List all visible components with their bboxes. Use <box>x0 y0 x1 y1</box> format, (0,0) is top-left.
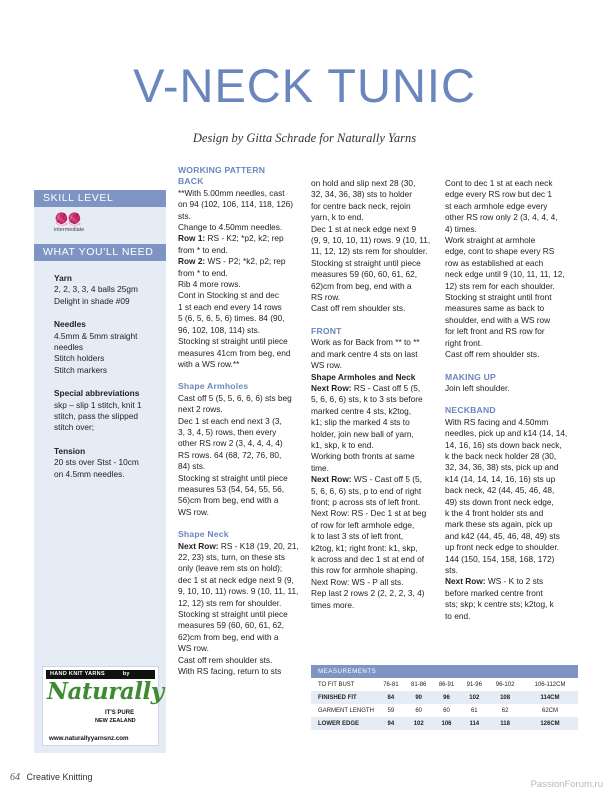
yarn-line: Delight in shade #09 <box>54 295 130 306</box>
table-cell: 102 <box>405 717 433 730</box>
tension-line: on 4.5mm needles. <box>54 468 125 479</box>
needles-heading: Needles <box>54 319 86 330</box>
sponsor-logo-box <box>34 663 166 753</box>
table-cell: 94 <box>377 717 405 730</box>
measurements-heading: MEASUREMENTS <box>311 665 578 678</box>
pattern-line: k across and dec 1 st at end of <box>311 554 424 564</box>
pattern-line: and mark centre 4 sts on last <box>311 348 418 359</box>
pattern-line: 84) sts. <box>178 461 206 472</box>
row-text: RS - K18 (19, 20, 21, <box>218 540 299 551</box>
knitting-needles-icon: 🧶🧶 <box>54 212 80 226</box>
table-row <box>311 717 578 730</box>
pattern-line: with a WS row.** <box>178 358 240 369</box>
pattern-line: 5 (6, 5, 6, 5, 6) times. 84 (90, <box>178 313 285 324</box>
section-heading: NECKBAND <box>445 405 496 416</box>
logo-by: by <box>122 671 130 677</box>
pattern-line: Stocking st straight until piece <box>178 336 288 347</box>
needles-line: 4.5mm & 5mm straight <box>54 330 138 341</box>
pattern-line: dec 1 st at neck edge next 9 (9, <box>178 574 294 585</box>
table-cell: 61 <box>470 707 478 714</box>
table-cell: 114 <box>460 717 488 730</box>
pattern-line: other RS row 2 (3, 4, 4, 4, 4) <box>178 438 283 449</box>
table-cell: 91-96 <box>466 681 482 688</box>
pattern-line: **With 5.00mm needles, cast <box>178 187 285 198</box>
row-label: Next Row: <box>311 474 352 485</box>
pattern-column-1 <box>178 165 301 677</box>
pattern-line: Stocking st straight until piece <box>311 257 421 268</box>
table-cell: 59 <box>387 707 395 714</box>
page-title: V-NECK TUNIC <box>133 59 476 112</box>
row-label: Next Row: <box>445 576 486 587</box>
pattern-line: times more. <box>311 599 355 610</box>
pattern-line: (9, 9, 10, 10, 11) rows. 9 (10, 11, <box>311 235 431 246</box>
pattern-line: st each armhole edge every <box>445 200 548 211</box>
skill-level-label: intermediate <box>54 227 85 233</box>
pattern-line: Join left shoulder. <box>445 382 510 393</box>
pattern-line: 62)cm from beg, end with a <box>311 280 412 291</box>
pattern-line: before marked centre front <box>445 587 543 598</box>
pattern-line: Next Row: RS - Dec 1 st at beg <box>311 508 427 519</box>
table-cell: 86-91 <box>438 681 455 688</box>
table-cell: 106 <box>433 717 461 730</box>
pattern-line: Dec 1 st each end next 3 (3, <box>178 415 282 426</box>
section-heading: FRONT <box>311 325 342 336</box>
skill-level-box <box>34 207 166 244</box>
pattern-line: for left front and RS row for <box>445 326 545 337</box>
pattern-line: to end. <box>445 610 471 621</box>
pattern-line: Stocking st straight until front <box>445 292 552 303</box>
pattern-line: shoulder, end with a WS row <box>445 314 551 325</box>
pattern-line: on 94 (102, 106, 114, 118, 126) <box>178 199 294 210</box>
pattern-line: holder, join new ball of yarn, <box>311 428 414 439</box>
pattern-column-3 <box>445 178 568 622</box>
section-heading: WORKING PATTERN <box>178 165 266 175</box>
pattern-line: k14 (14, 14, 14, 16, 16) sts up <box>445 473 556 484</box>
pattern-line: sts. <box>178 210 191 221</box>
pattern-line: Cast off rem shoulder sts. <box>311 303 406 314</box>
pattern-line: 56)cm from beg, end with a <box>178 495 279 506</box>
table-cell: 60 <box>415 707 423 714</box>
tension-heading: Tension <box>54 445 86 456</box>
row-label-cell: GARMENT LENGTH <box>318 707 374 714</box>
pattern-line: measures 53 (54, 54, 55, 56, <box>178 483 285 494</box>
pattern-line: WS row. <box>178 506 209 517</box>
pattern-line: 96, 102, 108, 114) sts. <box>178 324 260 335</box>
pattern-line: of row for left armhole edge, <box>311 519 415 530</box>
pattern-line: time. <box>311 462 329 473</box>
page-number: 64 <box>10 772 20 783</box>
pattern-line: Cont to dec 1 st at each neck <box>445 178 553 188</box>
pattern-line: row as established at each <box>445 257 544 268</box>
pattern-line: for centre back neck, rejoin <box>311 200 411 211</box>
tension-line: 20 sts over Stst - 10cm <box>54 457 139 468</box>
pattern-line: k1, skp, k to end. <box>311 439 374 450</box>
pattern-line: 144 (150, 154, 158, 168, 172) sts. <box>445 553 555 575</box>
watermark: PassionForum.ru <box>530 779 603 790</box>
designer-credit: Design by Gitta Schrade for Naturally Yarns <box>192 131 417 145</box>
abbreviation-line: stitch over; <box>54 422 95 433</box>
pattern-line: Working both fronts at same <box>311 451 415 462</box>
abbreviation-line: stitch, pass the slipped <box>54 411 138 422</box>
pattern-line: Next Row: WS - P all sts. <box>311 576 404 587</box>
logo-tagline-country: NEW ZEALAND <box>95 718 136 724</box>
pattern-line: Dec 1 st at neck edge next 9 <box>311 223 417 234</box>
pattern-line: 4) times. <box>445 223 477 234</box>
table-cell: 84 <box>377 691 405 704</box>
pattern-line: measures 59 (60, 60, 61, 62, <box>178 620 285 631</box>
table-cell: 108 <box>488 691 522 704</box>
pattern-line: 9, 10, 10, 11) rows. 9 (10, 11, 11, <box>178 586 299 597</box>
table-row <box>311 691 578 704</box>
pattern-line: Change to 4.50mm needles. <box>178 222 283 233</box>
table-cell: 126CM <box>522 717 578 730</box>
needles-line: Stitch markers <box>54 364 108 375</box>
pattern-line: k the back neck holder 28 (30, <box>445 450 557 461</box>
pattern-line: k1; slip the marked 4 sts to <box>311 417 410 428</box>
logo-banner-text: HAND KNIT YARNS <box>50 671 105 677</box>
pattern-line: Stocking st straight until piece <box>178 472 288 483</box>
materials-list <box>34 261 166 480</box>
row-label: Row 2: <box>178 256 206 267</box>
pattern-line <box>445 576 568 587</box>
table-row <box>311 678 578 691</box>
row-label: Row 1: <box>178 233 206 244</box>
pattern-line: 12) sts rem for each shoulder. <box>445 280 555 291</box>
pattern-line <box>311 474 434 485</box>
pattern-line: 49) sts down front neck edge, <box>445 496 554 507</box>
pattern-line: Cast off rem shoulder sts. <box>445 349 540 360</box>
yarn-line: 2, 2, 3, 3, 4 balls 25gm <box>54 284 138 295</box>
table-cell: 96 <box>433 691 461 704</box>
pattern-line: RS row. <box>311 292 341 303</box>
row-label: Next Row: <box>311 382 352 393</box>
row-label-cell: TO FIT BUST <box>318 681 355 688</box>
pattern-line: front; p across sts of left front. <box>311 496 421 507</box>
pattern-line: from * to end. <box>178 267 228 278</box>
pattern-line: 32, 34, 36, 38) sts to holder <box>311 189 413 200</box>
needles-line: needles <box>54 342 84 353</box>
row-text: WS - K to 2 sts <box>485 576 544 587</box>
abbreviations-heading: Special abbreviations <box>54 388 140 399</box>
pattern-line: 32, 34, 36, 38) sts, pick up and <box>445 462 559 473</box>
table-cell: 62 <box>501 707 509 714</box>
table-cell: 60 <box>443 707 450 714</box>
pattern-line: up front neck edge to shoulder. <box>445 542 559 553</box>
pattern-line: this row for armhole shaping. <box>311 565 418 576</box>
pattern-line: from * to end. <box>178 244 228 255</box>
pattern-line: Cast off 5 (5, 5, 6, 6, 6) sts beg <box>178 392 292 403</box>
pattern-line: measures same as back to <box>445 303 545 314</box>
pattern-line: mark these sts again, pick up <box>445 519 553 530</box>
pattern-line: Rib 4 more rows. <box>178 279 241 290</box>
table-cell: 76-81 <box>383 681 399 688</box>
table-cell: 81-86 <box>411 681 427 688</box>
table-cell: 62CM <box>542 707 559 714</box>
table-row <box>311 704 578 717</box>
pattern-line: 14, 16, 16) sts down back neck, <box>445 439 562 450</box>
page-footer <box>10 772 93 783</box>
pattern-line: 22, 23) sts, turn, on these sts <box>178 552 285 562</box>
logo-url: www.naturallyyarnsnz.com <box>49 735 129 742</box>
pattern-line: yarn, k to end. <box>311 212 364 223</box>
pattern-line: k to last 3 sts of left front, <box>311 531 404 542</box>
pattern-line: neck edge until 9 (10, 11, 11, 12, <box>445 269 565 280</box>
row-text: RS - K2; *p2, k2; rep <box>205 233 284 244</box>
pattern-line: and k42 (44, 45, 46, 48, 49) sts <box>445 530 560 541</box>
yarn-heading: Yarn <box>54 273 72 283</box>
pattern-line: Rep last 2 rows 2 (2, 2, 2, 3, 4) <box>311 588 425 599</box>
magazine-name: Creative Knitting <box>26 772 93 782</box>
pattern-line: needles, pick up and k14 (14, 14, <box>445 428 568 439</box>
pattern-line: 5, 6, 6, 6) sts, p to end of right <box>311 485 422 496</box>
pattern-line: WS row. <box>311 360 342 371</box>
subsection-heading: Shape Armholes <box>178 381 249 392</box>
logo-wordmark: Naturally <box>47 678 164 705</box>
pattern-line: Cast off rem shoulder sts. <box>178 654 273 665</box>
pattern-line: 1 st each end every 14 rows <box>178 301 282 312</box>
pattern-line: next 2 rows. <box>178 404 223 415</box>
row-label: Next Row: <box>178 540 219 551</box>
pattern-line: Cont in Stocking st and dec <box>178 290 280 301</box>
pattern-line: measures 41cm from beg, end <box>178 347 291 358</box>
row-label-cell: LOWER EDGE <box>311 717 377 730</box>
table-cell: 90 <box>405 691 433 704</box>
row-text: RS - Cast off 5 (5, <box>351 382 421 393</box>
skill-level-heading: SKILL LEVEL <box>34 190 166 207</box>
pattern-line: With RS facing, return to sts <box>178 666 282 677</box>
pattern-line: k2tog, k1; right front: k1, skp, <box>311 542 418 553</box>
pattern-line: RS rows. 64 (68, 72, 76, 80, <box>178 449 282 460</box>
table-cell: 114CM <box>522 691 578 704</box>
pattern-line: 3, 3, 4, 5) rows, then every <box>178 426 277 437</box>
pattern-line: 62)cm from beg, end with a <box>178 631 279 642</box>
what-you-need-heading: WHAT YOU'LL NEED <box>34 244 166 261</box>
table-cell: 102 <box>460 691 488 704</box>
abbreviation-line: skp – slip 1 stitch, knit 1 <box>54 399 142 410</box>
section-heading: BACK <box>178 176 204 187</box>
subsection-heading: Shape Neck <box>178 529 229 540</box>
pattern-line: back neck, 42 (44, 45, 46, 48, <box>445 485 555 496</box>
pattern-line: marked centre 4 sts, k2tog, <box>311 405 412 416</box>
measurements-table <box>311 665 578 730</box>
pattern-line: edge, cont to shape every RS <box>445 246 555 257</box>
row-text: WS - P2; *k2, p2; rep <box>205 256 286 267</box>
pattern-line: other RS row only 2 (3, 4, 4, 4, <box>445 212 558 223</box>
measurements-grid <box>311 678 578 730</box>
section-heading: MAKING UP <box>445 371 496 382</box>
pattern-line: Work straight at armhole <box>445 235 536 246</box>
pattern-line: With RS facing and 4.50mm <box>445 416 549 427</box>
table-cell: 96-102 <box>495 681 515 688</box>
pattern-line: edge every RS row but dec 1 <box>445 189 552 200</box>
pattern-line: sts; skp; k centre sts; k2tog, k <box>445 599 554 610</box>
pattern-line: only (leave rem sts on hold); <box>178 563 283 574</box>
pattern-line <box>178 541 301 552</box>
pattern-line: right front. <box>445 337 483 348</box>
table-cell: 106-112CM <box>534 681 566 688</box>
pattern-line: on hold and slip next 28 (30, <box>311 178 416 188</box>
subsection-heading: Shape Armholes and Neck <box>311 371 416 382</box>
pattern-line: WS row. <box>178 643 209 654</box>
pattern-line: measures 59 (60, 60, 61, 62, <box>311 269 418 280</box>
pattern-column-2 <box>311 178 434 611</box>
table-cell: 118 <box>488 717 522 730</box>
pattern-line <box>311 383 434 394</box>
pattern-line: Stocking st straight until piece <box>178 609 288 620</box>
row-text: WS - Cast off 5 (5, <box>351 474 422 485</box>
logo-tagline: IT'S PURE <box>105 710 135 716</box>
pattern-line <box>178 256 301 267</box>
pattern-line: 12, 12) sts rem for shoulder. <box>178 597 282 608</box>
needles-line: Stitch holders <box>54 353 105 364</box>
row-label-cell: FINISHED FIT <box>311 691 377 704</box>
pattern-line: 11, 12, 12) sts rem for shoulder. <box>311 246 428 257</box>
pattern-line <box>178 233 301 244</box>
naturally-logo <box>42 666 164 746</box>
pattern-line: 5, 6, 6, 6) sts, k to 3 sts before <box>311 394 423 405</box>
pattern-line: Work as for Back from ** to ** <box>311 337 420 348</box>
pattern-line: k the 4 front holder sts and <box>445 507 544 518</box>
